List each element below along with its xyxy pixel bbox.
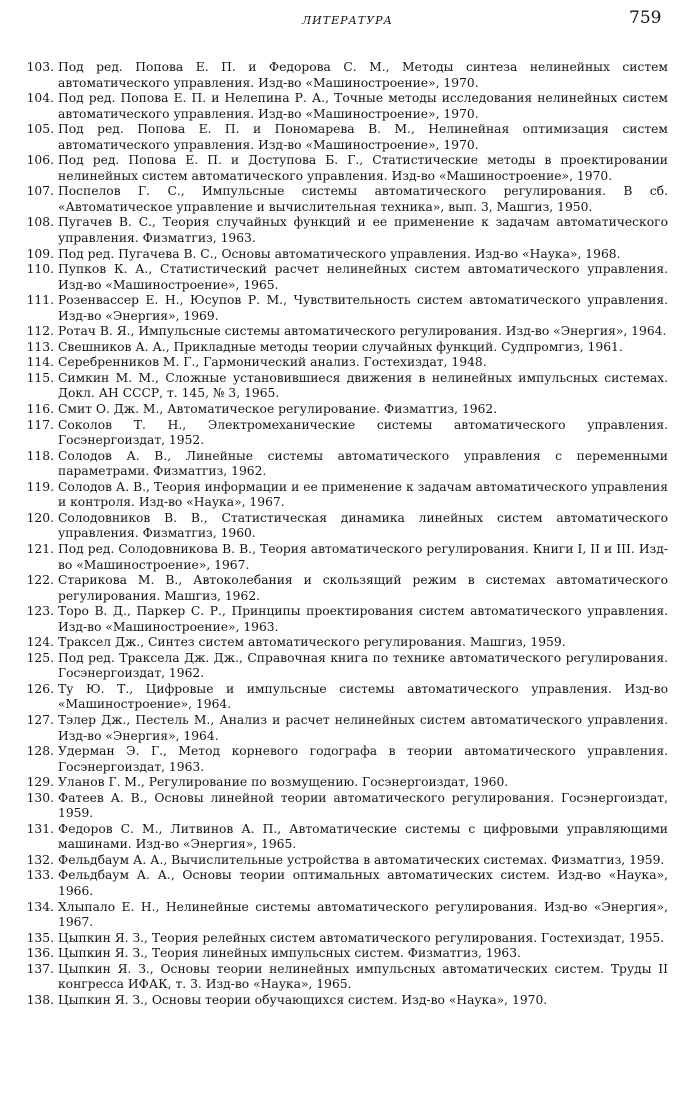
reference-text: Под ред. Попова Е. П. и Нелепина Р. А., Точные методы исследования нелинейных систем автоматического управления. Изд-во «Машиностроение», 1970. [58,91,668,121]
reference-item [20,542,668,573]
reference-number: 135. [26,930,54,945]
reference-item [20,682,668,713]
reference-item [20,247,668,263]
reference-item [20,962,668,993]
reference-number: 130. [26,790,54,805]
reference-list [20,60,668,1008]
reference-item [20,324,668,340]
reference-number: 111. [26,293,54,308]
reference-item [20,822,668,853]
reference-number: 122. [26,573,54,588]
reference-number: 118. [26,448,54,463]
reference-item [20,480,668,511]
reference-item [20,60,668,91]
reference-item [20,262,668,293]
reference-text: Фельдбаум А. А., Основы теории оптимальных автоматических систем. Изд-во «Наука», 1966. [58,868,668,898]
reference-item [20,418,668,449]
reference-item [20,122,668,153]
page-number: 759 [629,8,662,28]
reference-number: 121. [26,541,54,556]
reference-number: 137. [26,961,54,976]
reference-number: 104. [26,91,54,106]
reference-text: Под ред. Попова Е. П. и Пономарева В. М., Нелинейная оптимизация систем автоматического управления. Изд-во «Машиностроение», 1970. [58,122,668,152]
reference-item [20,293,668,324]
reference-text: Ротач В. Я., Импульсные системы автоматического регулирования. Изд-во «Энергия», 1964. [58,324,667,339]
reference-number: 103. [26,60,54,74]
reference-item [20,215,668,246]
reference-number: 128. [26,744,54,759]
reference-item [20,635,668,651]
reference-number: 113. [26,339,54,354]
reference-text: Соколов Т. Н., Электромеханические системы автоматического управления. Госэнергоиздат, 1952. [58,417,668,448]
reference-number: 127. [26,712,54,727]
reference-item [20,402,668,418]
reference-text: Под ред. Попова Е. П. и Федорова С. М., Методы синтеза нелинейных систем автоматического управления. Изд-во «Машиностроение», 1970. [58,60,668,90]
reference-text: Старикова М. В., Автоколебания и скользящий режим в системах автоматического регулирования. Машгиз, 1962. [58,573,668,603]
reference-text: Фатеев А. В., Основы линейной теории автоматического регулирования. Госэнергоиздат, 1959. [58,790,668,821]
running-title: ЛИТЕРАТУРА [302,14,393,27]
page-header [0,0,684,48]
reference-number: 131. [26,821,54,836]
reference-number: 119. [26,479,54,494]
reference-item [20,449,668,480]
reference-text: Траксел Дж., Синтез систем автоматического регулирования. Машгиз, 1959. [58,635,566,650]
reference-item [20,868,668,899]
reference-text: Солодов А. В., Теория информации и ее применение к задачам автоматического управления и контроля. Изд-во «Наука», 1967. [58,479,668,510]
reference-text: Пугачев В. С., Теория случайных функций и ее применение к задачам автоматического управления. Физматгиз, 1963. [58,215,668,246]
reference-number: 109. [26,246,54,261]
reference-number: 124. [26,635,54,650]
reference-number: 120. [26,510,54,525]
reference-item [20,604,668,635]
reference-number: 123. [26,604,54,619]
reference-item [20,371,668,402]
reference-item [20,91,668,122]
reference-text: Ту Ю. Т., Цифровые и импульсные системы автоматического управления. Изд-во «Машиностроение», 1964. [58,681,668,712]
reference-text: Серебренников М. Г., Гармонический анализ. Гостехиздат, 1948. [58,355,487,370]
reference-item [20,511,668,542]
reference-text: Под ред. Траксела Дж. Дж., Справочная книга по технике автоматического регулирования. Госэнергоиздат, 1962. [58,650,668,681]
reference-text: Пупков К. А., Статистический расчет нелинейных систем автоматического управления. Изд-во «Машиностроение», 1965. [58,262,668,292]
reference-item [20,713,668,744]
reference-text: Солодов А. В., Линейные системы автоматического управления с переменными параметрами. Физматгиз, 1962. [58,448,668,479]
reference-number: 115. [26,370,54,385]
reference-number: 117. [26,417,54,432]
reference-item [20,651,668,682]
reference-item [20,775,668,791]
reference-text: Цыпкин Я. З., Теория релейных систем автоматического регулирования. Гостехиздат, 1955. [58,930,665,945]
reference-text: Хлыпало Е. Н., Нелинейные системы автоматического регулирования. Изд-во «Энергия», 1967. [58,899,668,930]
reference-item [20,184,668,215]
reference-text: Под ред. Солодовникова В. В., Теория автоматического регулирования. Книги I, II и III. Изд-во «Машиностроение», 1967. [58,541,668,572]
reference-text: Поспелов Г. С., Импульсные системы автоматического регулирования. В сб. «Автоматическое управление и вычислительная техника», вып. 3, Машгиз, 1950. [58,184,668,214]
reference-text: Удерман Э. Г., Метод корневого годографа в теории автоматического управления. Госэнергоиздат, 1963. [58,744,668,774]
reference-number: 114. [26,355,54,370]
reference-number: 134. [26,899,54,914]
reference-text: Уланов Г. М., Регулирование по возмущению. Госэнергоиздат, 1960. [58,775,509,790]
reference-item [20,340,668,356]
reference-item [20,744,668,775]
reference-number: 125. [26,650,54,665]
reference-text: Цыпкин Я. З., Теория линейных импульсных систем. Физматгиз, 1963. [58,946,521,961]
reference-text: Под ред. Попова Е. П. и Доступова Б. Г., Статистические методы в проектировании нелинейных систем автоматического управления. Изд-во «Машиностроение», 1970. [58,153,668,183]
reference-number: 138. [26,992,54,1007]
reference-text: Фельдбаум А. А., Вычислительные устройства в автоматических системах. Физматгиз, 1959. [58,852,665,867]
reference-number: 129. [26,775,54,790]
reference-text: Федоров С. М., Литвинов А. П., Автоматические системы с цифровыми управляющими машинами. Изд-во «Энергия», 1965. [58,821,668,852]
reference-item [20,993,668,1009]
reference-number: 107. [26,184,54,199]
reference-text: Симкин М. М., Сложные установившиеся движения в нелинейных импульсных системах. Докл. АН СССР, т. 145, № 3, 1965. [58,370,668,401]
reference-text: Тэлер Дж., Пестель М., Анализ и расчет нелинейных систем автоматического управления. Изд-во «Энергия», 1964. [58,712,668,743]
reference-item [20,573,668,604]
reference-text: Цыпкин Я. З., Основы теории нелинейных импульсных автоматических систем. Труды II конгресса ИФАК, т. 3. Изд-во «Наука», 1965. [58,961,668,992]
reference-item [20,153,668,184]
reference-number: 132. [26,852,54,867]
reference-item [20,946,668,962]
reference-item [20,931,668,947]
reference-number: 105. [26,122,54,137]
reference-number: 106. [26,153,54,168]
reference-text: Смит О. Дж. М., Автоматическое регулирование. Физматгиз, 1962. [58,402,498,417]
reference-text: Цыпкин Я. З., Основы теории обучающихся систем. Изд-во «Наука», 1970. [58,992,548,1007]
reference-text: Свешников А. А., Прикладные методы теории случайных функций. Судпромгиз, 1961. [58,339,623,354]
reference-number: 133. [26,868,54,883]
reference-item [20,900,668,931]
reference-item [20,791,668,822]
reference-number: 110. [26,262,54,277]
reference-item [20,853,668,869]
reference-number: 112. [26,324,54,339]
reference-text: Розенвассер Е. Н., Юсупов Р. М., Чувствительность систем автоматического управления. Изд-во «Энергия», 1969. [58,293,668,323]
reference-number: 108. [26,215,54,230]
reference-number: 116. [26,402,54,417]
reference-text: Торо В. Д., Паркер С. Р., Принципы проектирования систем автоматического управления. Изд-во «Машиностроение», 1963. [58,604,668,634]
reference-text: Солодовников В. В., Статистическая динамика линейных систем автоматического управления. Физматгиз, 1960. [58,510,668,541]
reference-text: Под ред. Пугачева В. С., Основы автоматического управления. Изд-во «Наука», 1968. [58,246,621,261]
reference-number: 136. [26,946,54,961]
reference-item [20,355,668,371]
reference-number: 126. [26,681,54,696]
